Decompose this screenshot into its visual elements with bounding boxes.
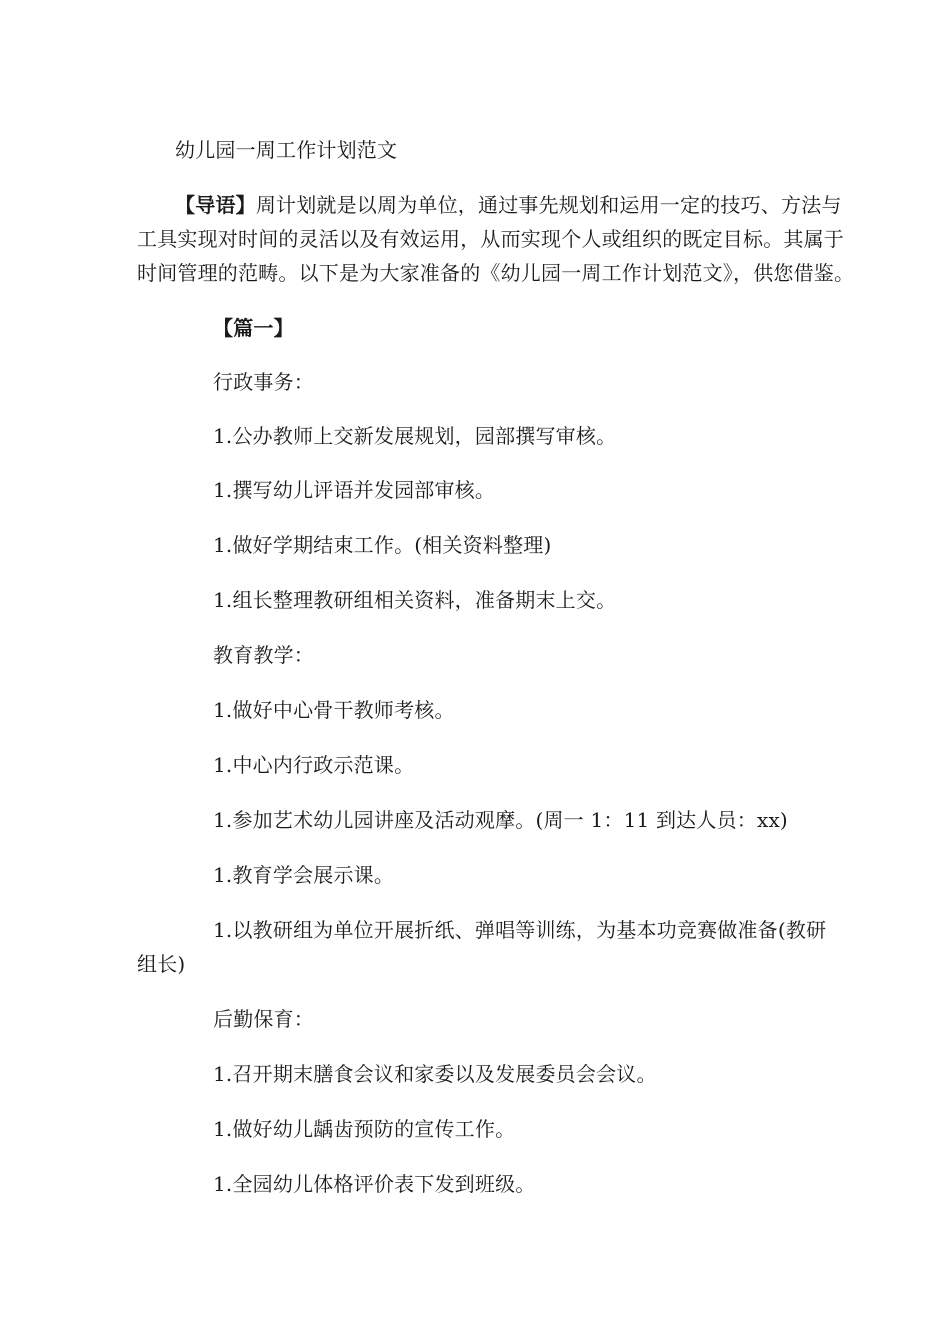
teaching-item-5-line-2: 组长) (137, 952, 186, 976)
teaching-item-3: 1.参加艺术幼儿园讲座及活动观摩。(周一 1：11 到达人员：xx) (213, 808, 788, 832)
teaching-item-1: 1.做好中心骨干教师考核。 (213, 698, 455, 722)
admin-item-3: 1.做好学期结束工作。(相关资料整理) (213, 533, 552, 557)
logistics-heading: 后勤保育： (213, 1007, 314, 1031)
admin-heading: 行政事务： (213, 370, 314, 394)
teaching-item-4: 1.教育学会展示课。 (213, 863, 395, 887)
admin-item-2: 1.撰写幼儿评语并发园部审核。 (213, 478, 496, 502)
intro-line-2: 工具实现对时间的灵活以及有效运用，从而实现个人或组织的既定目标。其属于 (137, 227, 844, 251)
teaching-item-2: 1.中心内行政示范课。 (213, 753, 415, 777)
section-heading: 【篇一】 (213, 316, 294, 340)
teaching-heading: 教育教学： (213, 643, 314, 667)
logistics-item-1: 1.召开期末膳食会议和家委以及发展委员会会议。 (213, 1062, 657, 1086)
admin-item-1: 1.公办教师上交新发展规划，园部撰写审核。 (213, 424, 617, 448)
intro-label: 【导语】 (175, 193, 256, 217)
admin-item-4: 1.组长整理教研组相关资料，准备期末上交。 (213, 588, 617, 612)
document-title: 幼儿园一周工作计划范文 (175, 138, 398, 162)
intro-line-1 (175, 193, 842, 217)
intro-text-1: 周计划就是以周为单位，通过事先规划和运用一定的技巧、方法与 (255, 193, 842, 217)
teaching-item-5-line-1: 1.以教研组为单位开展折纸、弹唱等训练，为基本功竞赛做准备(教研 (213, 918, 827, 942)
logistics-item-2: 1.做好幼儿龋齿预防的宣传工作。 (213, 1117, 516, 1141)
logistics-item-3: 1.全园幼儿体格评价表下发到班级。 (213, 1172, 536, 1196)
intro-line-3: 时间管理的范畴。以下是为大家准备的《幼儿园一周工作计划范文》，供您借鉴。 (137, 261, 855, 285)
